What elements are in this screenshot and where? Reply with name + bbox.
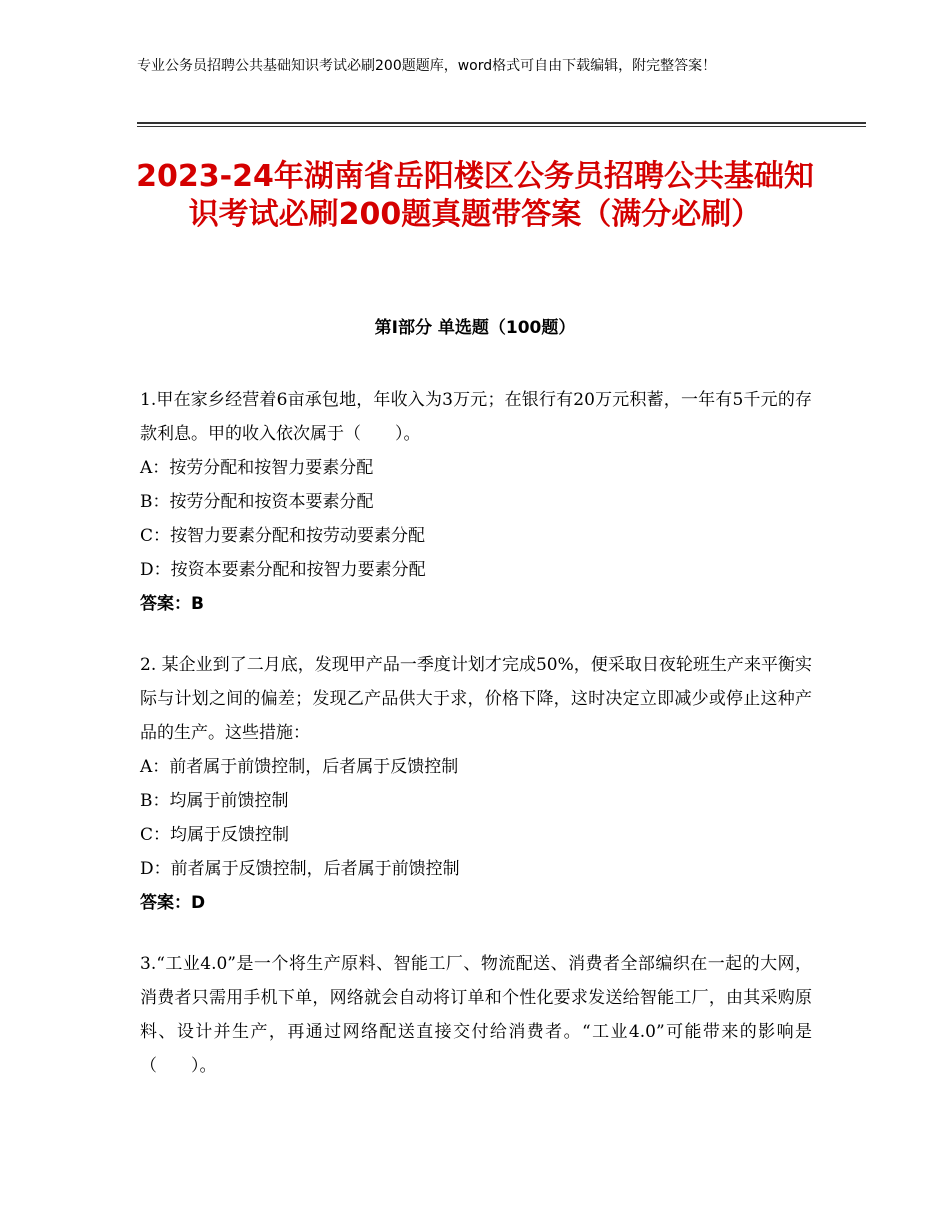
document-title: 2023-24年湖南省岳阳楼区公务员招聘公共基础知识考试必刷200题真题带答案（满分必刷） xyxy=(136,159,814,232)
question-stem: 2. 某企业到了二月底，发现甲产品一季度计划才完成50%，便采取日夜轮班生产来平衡实际与计划之间的偏差；发现乙产品供大于求，价格下降，这时决定立即减少或停止这种产品的生产。这些措施： xyxy=(140,655,812,743)
answer-label: 答案：D xyxy=(140,893,206,913)
question-stem: 1.甲在家乡经营着6亩承包地，年收入为3万元；在银行有20万元积蓄，一年有5千元的存款利息。甲的收入依次属于（ ）。 xyxy=(140,390,812,444)
header-note: 专业公务员招聘公共基础知识考试必刷200题题库，word格式可自由下载编辑，附完整答案！ xyxy=(137,58,717,74)
option-d: D：前者属于反馈控制，后者属于前馈控制 xyxy=(140,859,460,879)
question-list xyxy=(140,383,812,1110)
option-a: A：前者属于前馈控制，后者属于反馈控制 xyxy=(140,757,459,777)
option-d: D：按资本要素分配和按智力要素分配 xyxy=(140,560,426,580)
question-3 xyxy=(140,947,812,1083)
question-1 xyxy=(140,383,812,621)
header-divider xyxy=(137,122,866,124)
option-c: C：按智力要素分配和按劳动要素分配 xyxy=(140,526,426,546)
option-a: A：按劳分配和按智力要素分配 xyxy=(140,458,374,478)
section-heading: 第Ⅰ部分 单选题（100题） xyxy=(374,318,576,338)
answer-label: 答案：B xyxy=(140,594,204,614)
question-2 xyxy=(140,648,812,920)
option-b: B：按劳分配和按资本要素分配 xyxy=(140,492,374,512)
option-b: B：均属于前馈控制 xyxy=(140,791,289,811)
header-divider-thin xyxy=(137,126,866,127)
option-c: C：均属于反馈控制 xyxy=(140,825,290,845)
question-stem: 3.“工业4.0”是一个将生产原料、智能工厂、物流配送、消费者全部编织在一起的大网，消费者只需用手机下单，网络就会自动将订单和个性化要求发送给智能工厂，由其采购原料、设计并生产，再通过网络配送直接交付给消费者。“工业4.0”可能带来的影响是（ ）。 xyxy=(140,954,812,1076)
